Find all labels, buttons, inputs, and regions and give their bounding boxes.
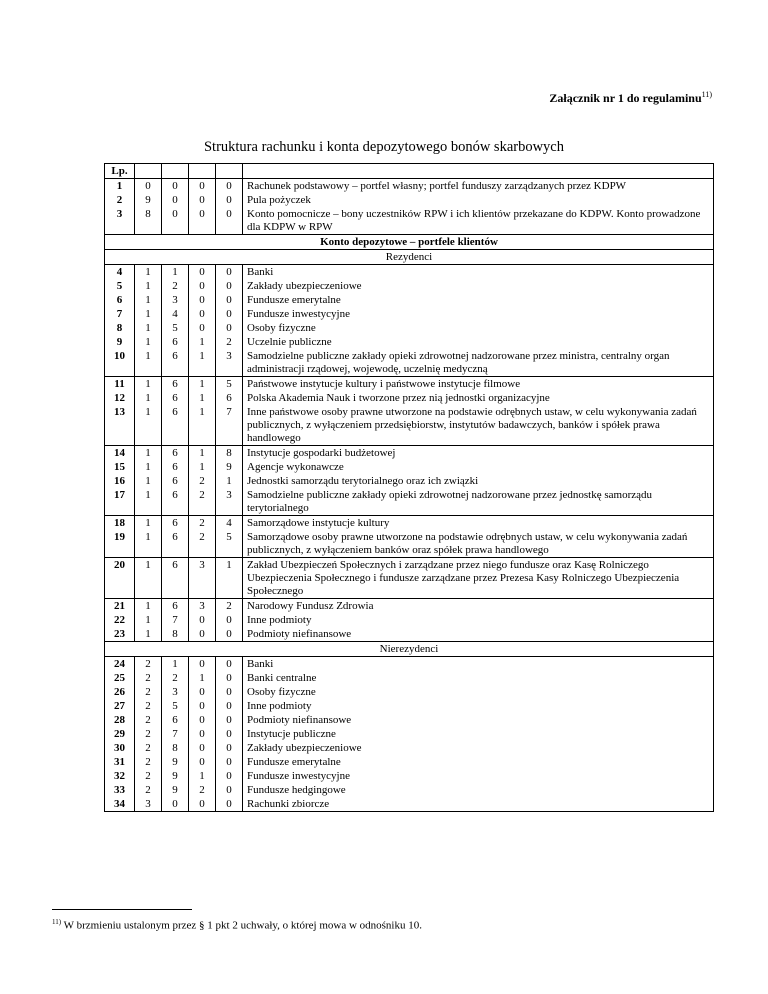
code-digit-1: 1 <box>135 627 162 642</box>
row-number: 12 <box>105 391 135 405</box>
row-number: 9 <box>105 335 135 349</box>
code-digit-4: 4 <box>216 516 243 531</box>
row-number: 7 <box>105 307 135 321</box>
code-digit-1: 1 <box>135 307 162 321</box>
code-digit-1: 1 <box>135 265 162 280</box>
code-digit-4: 2 <box>216 335 243 349</box>
code-digit-1: 1 <box>135 474 162 488</box>
code-digit-3: 0 <box>189 713 216 727</box>
row-number: 2 <box>105 193 135 207</box>
code-digit-2: 6 <box>162 460 189 474</box>
code-digit-4: 7 <box>216 405 243 446</box>
row-number: 6 <box>105 293 135 307</box>
code-digit-2: 7 <box>162 727 189 741</box>
row-number: 4 <box>105 265 135 280</box>
code-digit-3: 0 <box>189 727 216 741</box>
table-row <box>105 769 714 783</box>
code-digit-1: 1 <box>135 349 162 377</box>
row-description: Inne podmioty <box>243 613 714 627</box>
table-row <box>105 193 714 207</box>
code-digit-4: 0 <box>216 727 243 741</box>
code-digit-1: 1 <box>135 279 162 293</box>
code-digit-1: 3 <box>135 797 162 812</box>
table-row <box>105 671 714 685</box>
code-digit-2: 9 <box>162 755 189 769</box>
code-digit-4: 0 <box>216 783 243 797</box>
row-number: 23 <box>105 627 135 642</box>
code-digit-2: 6 <box>162 377 189 392</box>
code-digit-2: 0 <box>162 797 189 812</box>
code-digit-2: 1 <box>162 265 189 280</box>
code-digit-1: 1 <box>135 321 162 335</box>
code-digit-3: 3 <box>189 558 216 599</box>
row-number: 15 <box>105 460 135 474</box>
code-digit-3: 0 <box>189 613 216 627</box>
code-digit-4: 0 <box>216 713 243 727</box>
code-digit-2: 6 <box>162 474 189 488</box>
table-row <box>105 727 714 741</box>
code-digit-1: 2 <box>135 685 162 699</box>
code-digit-4: 0 <box>216 207 243 235</box>
code-digit-2: 6 <box>162 405 189 446</box>
table-row <box>105 599 714 614</box>
code-digit-1: 1 <box>135 488 162 516</box>
code-digit-1: 1 <box>135 405 162 446</box>
code-digit-2: 5 <box>162 321 189 335</box>
table-row <box>105 446 714 461</box>
table-row <box>105 307 714 321</box>
row-description: Samorządowe osoby prawne utworzone na podstawie odrębnych ustaw, w celu wykonywania zadań publicznych, z wyłączeniem banków oraz spółek prawa handlowego <box>243 530 714 558</box>
code-digit-3: 0 <box>189 755 216 769</box>
row-description: Fundusze inwestycyjne <box>243 307 714 321</box>
code-digit-3: 1 <box>189 671 216 685</box>
table-row <box>105 657 714 672</box>
row-description: Fundusze inwestycyjne <box>243 769 714 783</box>
code-digit-2: 6 <box>162 516 189 531</box>
code-digit-3: 0 <box>189 207 216 235</box>
code-digit-4: 3 <box>216 488 243 516</box>
code-digit-1: 1 <box>135 599 162 614</box>
code-digit-4: 0 <box>216 699 243 713</box>
code-digit-3: 0 <box>189 657 216 672</box>
code-digit-4: 0 <box>216 265 243 280</box>
row-number: 32 <box>105 769 135 783</box>
table-row <box>105 797 714 812</box>
code-digit-4: 0 <box>216 797 243 812</box>
code-digit-4: 0 <box>216 293 243 307</box>
code-digit-4: 0 <box>216 755 243 769</box>
footnote-separator <box>52 909 192 910</box>
row-number: 33 <box>105 783 135 797</box>
code-digit-2: 6 <box>162 335 189 349</box>
row-description: Osoby fizyczne <box>243 321 714 335</box>
table-row <box>105 405 714 446</box>
code-digit-2: 3 <box>162 293 189 307</box>
table-row <box>105 713 714 727</box>
row-description: Inne podmioty <box>243 699 714 713</box>
table-row <box>105 279 714 293</box>
table-row <box>105 699 714 713</box>
code-digit-4: 8 <box>216 446 243 461</box>
code-digit-2: 6 <box>162 713 189 727</box>
row-number: 19 <box>105 530 135 558</box>
code-digit-3: 0 <box>189 279 216 293</box>
code-digit-1: 1 <box>135 530 162 558</box>
table-row <box>105 391 714 405</box>
row-description: Banki <box>243 657 714 672</box>
table-header-row <box>105 164 714 179</box>
code-digit-4: 0 <box>216 671 243 685</box>
code-digit-1: 2 <box>135 769 162 783</box>
code-digit-2: 6 <box>162 349 189 377</box>
row-number: 30 <box>105 741 135 755</box>
code-digit-3: 0 <box>189 193 216 207</box>
code-digit-2: 6 <box>162 530 189 558</box>
row-number: 16 <box>105 474 135 488</box>
lp-header: Lp. <box>105 164 135 179</box>
code-digit-3: 0 <box>189 797 216 812</box>
structure-table <box>104 163 714 812</box>
row-number: 22 <box>105 613 135 627</box>
table-row <box>105 558 714 599</box>
code-digit-1: 9 <box>135 193 162 207</box>
table-row <box>105 685 714 699</box>
table-row <box>105 321 714 335</box>
code-digit-4: 3 <box>216 349 243 377</box>
row-number: 13 <box>105 405 135 446</box>
code-digit-3: 1 <box>189 391 216 405</box>
code-digit-2: 2 <box>162 279 189 293</box>
row-description: Jednostki samorządu terytorialnego oraz ich związki <box>243 474 714 488</box>
code-digit-4: 0 <box>216 193 243 207</box>
code-digit-1: 1 <box>135 446 162 461</box>
code-digit-4: 9 <box>216 460 243 474</box>
code-digit-1: 1 <box>135 335 162 349</box>
row-description: Zakłady ubezpieczeniowe <box>243 741 714 755</box>
row-number: 31 <box>105 755 135 769</box>
row-description: Banki centralne <box>243 671 714 685</box>
code-digit-3: 0 <box>189 179 216 194</box>
row-description: Agencje wykonawcze <box>243 460 714 474</box>
code-digit-2: 1 <box>162 657 189 672</box>
code-digit-4: 5 <box>216 377 243 392</box>
code-digit-2: 6 <box>162 599 189 614</box>
code-digit-2: 2 <box>162 671 189 685</box>
code-digit-2: 3 <box>162 685 189 699</box>
code-digit-3: 0 <box>189 265 216 280</box>
code-digit-4: 0 <box>216 613 243 627</box>
row-description: Rachunek podstawowy – portfel własny; portfel funduszy zarządzanych przez KDPW <box>243 179 714 194</box>
code-digit-1: 2 <box>135 699 162 713</box>
row-description: Państwowe instytucje kultury i państwowe instytucje filmowe <box>243 377 714 392</box>
code-digit-3: 0 <box>189 699 216 713</box>
table-row <box>105 460 714 474</box>
row-number: 14 <box>105 446 135 461</box>
row-number: 34 <box>105 797 135 812</box>
code-digit-3: 2 <box>189 516 216 531</box>
code-digit-2: 4 <box>162 307 189 321</box>
code-digit-4: 1 <box>216 558 243 599</box>
row-number: 8 <box>105 321 135 335</box>
table-row <box>105 755 714 769</box>
row-description: Zakład Ubezpieczeń Społecznych i zarządzane przez niego fundusze oraz Kasę Rolniczego Ubezpieczenia Społecznego i fundusze zarządzane przez Prezesa Kasy Rolniczego Ubezpieczenia Społecznego <box>243 558 714 599</box>
table-row <box>105 613 714 627</box>
row-number: 20 <box>105 558 135 599</box>
row-description: Instytucje publiczne <box>243 727 714 741</box>
table-row <box>105 335 714 349</box>
row-description: Samorządowe instytucje kultury <box>243 516 714 531</box>
code-digit-1: 1 <box>135 377 162 392</box>
code-digit-3: 2 <box>189 530 216 558</box>
table-row <box>105 741 714 755</box>
code-digit-4: 5 <box>216 530 243 558</box>
row-description: Inne państwowe osoby prawne utworzone na podstawie odrębnych ustaw, w celu wykonywania zadań publicznych, z wyłączeniem przedsiębiorstw, instytutów badawczych, banków i spółek prawa handlowego <box>243 405 714 446</box>
code-digit-3: 1 <box>189 335 216 349</box>
code-digit-3: 2 <box>189 488 216 516</box>
code-digit-4: 0 <box>216 657 243 672</box>
code-digit-3: 0 <box>189 293 216 307</box>
code-digit-2: 8 <box>162 741 189 755</box>
row-number: 25 <box>105 671 135 685</box>
code-digit-1: 2 <box>135 783 162 797</box>
code-digit-2: 7 <box>162 613 189 627</box>
table-row <box>105 627 714 642</box>
row-number: 11 <box>105 377 135 392</box>
code-digit-3: 0 <box>189 627 216 642</box>
row-number: 29 <box>105 727 135 741</box>
row-number: 10 <box>105 349 135 377</box>
code-digit-3: 0 <box>189 307 216 321</box>
table-row <box>105 349 714 377</box>
code-digit-1: 8 <box>135 207 162 235</box>
code-digit-3: 2 <box>189 474 216 488</box>
row-description: Fundusze emerytalne <box>243 293 714 307</box>
subsection-heading: Rezydenci <box>105 250 714 265</box>
row-number: 18 <box>105 516 135 531</box>
code-digit-3: 1 <box>189 769 216 783</box>
code-digit-3: 0 <box>189 741 216 755</box>
subsection-row <box>105 642 714 657</box>
row-description: Samodzielne publiczne zakłady opieki zdrowotnej nadzorowane przez jednostkę samorządu terytorialnego <box>243 488 714 516</box>
table-row <box>105 516 714 531</box>
code-digit-1: 1 <box>135 516 162 531</box>
code-digit-2: 6 <box>162 488 189 516</box>
code-digit-4: 0 <box>216 741 243 755</box>
subsection-row <box>105 250 714 265</box>
code-digit-3: 1 <box>189 460 216 474</box>
code-digit-4: 0 <box>216 279 243 293</box>
code-digit-2: 0 <box>162 193 189 207</box>
row-description: Konto pomocnicze – bony uczestników RPW i ich klientów przekazane do KDPW. Konto prowadzone dla KDPW w RPW <box>243 207 714 235</box>
code-digit-1: 2 <box>135 657 162 672</box>
code-digit-1: 2 <box>135 713 162 727</box>
row-number: 1 <box>105 179 135 194</box>
code-digit-1: 1 <box>135 558 162 599</box>
code-digit-2: 0 <box>162 179 189 194</box>
code-digit-2: 9 <box>162 769 189 783</box>
code-digit-3: 3 <box>189 599 216 614</box>
row-description: Podmioty niefinansowe <box>243 627 714 642</box>
row-description: Polska Akademia Nauk i tworzone przez nią jednostki organizacyjne <box>243 391 714 405</box>
row-description: Rachunki zbiorcze <box>243 797 714 812</box>
row-number: 3 <box>105 207 135 235</box>
document-title: Struktura rachunku i konta depozytowego bonów skarbowych <box>203 139 564 155</box>
table-row <box>105 488 714 516</box>
table-row <box>105 530 714 558</box>
section-heading: Konto depozytowe – portfele klientów <box>105 235 714 250</box>
row-description: Banki <box>243 265 714 280</box>
code-digit-1: 1 <box>135 613 162 627</box>
code-digit-3: 1 <box>189 446 216 461</box>
appendix-header: Załącznik nr 1 do regulaminu$^{11)}$ <box>549 90 712 105</box>
row-description: Narodowy Fundusz Zdrowia <box>243 599 714 614</box>
table-row <box>105 207 714 235</box>
footnote: $^{11)}$ W brzmieniu ustalonym przez § 1 pkt 2 uchwały, o której mowa w odnośniku 10. <box>52 918 422 932</box>
row-description: Fundusze emerytalne <box>243 755 714 769</box>
subsection-heading: Nierezydenci <box>105 642 714 657</box>
code-digit-1: 1 <box>135 391 162 405</box>
row-number: 5 <box>105 279 135 293</box>
code-digit-2: 9 <box>162 783 189 797</box>
row-number: 24 <box>105 657 135 672</box>
code-digit-1: 1 <box>135 293 162 307</box>
code-digit-4: 0 <box>216 179 243 194</box>
code-digit-1: 2 <box>135 741 162 755</box>
code-digit-3: 0 <box>189 321 216 335</box>
row-description: Podmioty niefinansowe <box>243 713 714 727</box>
table-row <box>105 293 714 307</box>
code-digit-4: 0 <box>216 321 243 335</box>
row-description: Zakłady ubezpieczeniowe <box>243 279 714 293</box>
code-digit-2: 6 <box>162 391 189 405</box>
row-number: 27 <box>105 699 135 713</box>
code-digit-3: 1 <box>189 405 216 446</box>
code-digit-3: 1 <box>189 377 216 392</box>
code-digit-4: 0 <box>216 685 243 699</box>
code-digit-1: 1 <box>135 460 162 474</box>
code-digit-2: 8 <box>162 627 189 642</box>
row-number: 17 <box>105 488 135 516</box>
row-description: Osoby fizyczne <box>243 685 714 699</box>
code-digit-4: 1 <box>216 474 243 488</box>
table-row <box>105 265 714 280</box>
code-digit-4: 0 <box>216 307 243 321</box>
row-number: 28 <box>105 713 135 727</box>
code-digit-3: 1 <box>189 349 216 377</box>
code-digit-1: 0 <box>135 179 162 194</box>
code-digit-2: 6 <box>162 558 189 599</box>
code-digit-1: 2 <box>135 755 162 769</box>
row-description: Instytucje gospodarki budżetowej <box>243 446 714 461</box>
code-digit-4: 2 <box>216 599 243 614</box>
table-row <box>105 377 714 392</box>
code-digit-2: 5 <box>162 699 189 713</box>
row-description: Fundusze hedgingowe <box>243 783 714 797</box>
table-row <box>105 783 714 797</box>
code-digit-1: 2 <box>135 671 162 685</box>
row-number: 26 <box>105 685 135 699</box>
row-description: Pula pożyczek <box>243 193 714 207</box>
section-row <box>105 235 714 250</box>
code-digit-4: 0 <box>216 769 243 783</box>
code-digit-2: 0 <box>162 207 189 235</box>
code-digit-4: 0 <box>216 627 243 642</box>
table-row <box>105 474 714 488</box>
code-digit-1: 2 <box>135 727 162 741</box>
code-digit-2: 6 <box>162 446 189 461</box>
table-row <box>105 179 714 194</box>
row-description: Uczelnie publiczne <box>243 335 714 349</box>
code-digit-3: 2 <box>189 783 216 797</box>
code-digit-4: 6 <box>216 391 243 405</box>
row-number: 21 <box>105 599 135 614</box>
code-digit-3: 0 <box>189 685 216 699</box>
row-description: Samodzielne publiczne zakłady opieki zdrowotnej nadzorowane przez ministra, centralny organ administracji rządowej, wojewodę, uczelnię medyczną <box>243 349 714 377</box>
